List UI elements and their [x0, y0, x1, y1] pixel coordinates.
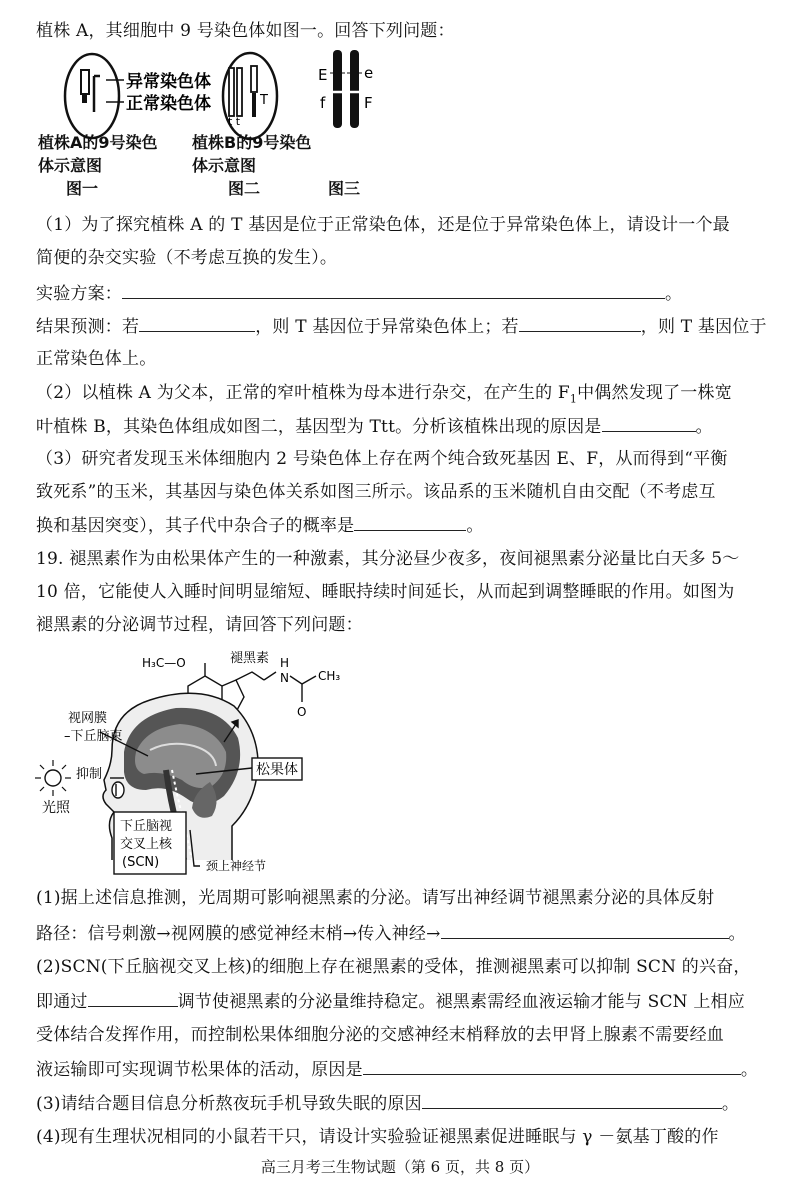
q19-1-line1: (1)据上述信息推测，光周期可影响褪黑素的分泌。请写出神经调节褪黑素分泌的具体反射: [36, 888, 715, 908]
q1-result-c: ，则 T 基因位于: [640, 317, 767, 337]
q19-1-line2-text: 路径：信号刺激→视网膜的感觉神经末梢→传入神经→: [36, 924, 441, 944]
q3-line2: 致死系”的玉米，其基因与染色体关系如图三所示。该品系的玉米随机自由交配（不考虑互: [36, 482, 716, 502]
q19-2-line4-end: 。: [740, 1060, 759, 1080]
q3-line3-end: 。: [466, 516, 484, 536]
answer-blank[interactable]: [422, 1092, 722, 1109]
q19-4-line1: (4)现有生理状况相同的小鼠若干只，请设计实验验证褪黑素促进睡眠与 γ －氨基丁酸的作: [36, 1127, 719, 1147]
q3-line1: （3）研究者发现玉米体细胞内 2 号染色体上存在两个纯合致死基因 E、F，从而得到“平衡: [36, 449, 728, 469]
label-scn-1: 下丘脑视: [120, 819, 173, 834]
q1-line2: 简便的杂交实验（不考虑互换的发生）。: [36, 248, 338, 268]
q19-2-line3: 受体结合发挥作用，而控制松果体细胞分泌的交感神经末梢释放的去甲肾上腺素不需要经血: [36, 1025, 724, 1045]
label-retina-2: –下丘脑束: [64, 729, 123, 744]
page-footer: 高三月考三生物试题（第 6 页，共 8 页）: [260, 1158, 540, 1176]
q19-line1: 19. 褪黑素作为由松果体产生的一种激素，其分泌昼少夜多，夜间褪黑素分泌量比白天多 5～: [36, 549, 740, 569]
fig3-gene-e: e: [364, 64, 374, 82]
q2-line2-text: 叶植株 B，其染色体组成如图二，基因型为 Ttt。分析该植株出现的原因是: [36, 417, 602, 437]
label-ganglion: 颈上神经节: [206, 859, 267, 873]
q1-result-a: 结果预测：若: [36, 317, 140, 337]
q1-result: [36, 315, 767, 338]
q19-2-line1: (2)SCN(下丘脑视交叉上核)的细胞上存在褪黑素的受体，推测褪黑素可以抑制 SCN 的兴奋，: [36, 957, 751, 977]
label-scn-2: 交叉上核: [120, 837, 173, 852]
fig2-caption-line2: 体示意图: [192, 156, 257, 175]
q19-line3: 褪黑素的分泌调节过程，请回答下列问题：: [36, 615, 363, 635]
answer-blank[interactable]: [602, 415, 696, 432]
q2-line2-end: 。: [695, 417, 713, 437]
formula-methoxy: H₃C—O: [142, 656, 186, 670]
fig2-name: 图二: [228, 179, 261, 198]
answer-blank[interactable]: [88, 990, 178, 1007]
label-retina-1: 视网膜: [68, 711, 108, 726]
q19-2-line4-text: 液运输即可实现调节松果体的活动，原因是: [36, 1060, 363, 1080]
q19-2-line2b: 调节使褪黑素的分泌量维持稳定。褪黑素需经血液运输才能与 SCN 上相应: [177, 992, 745, 1012]
atom-N: N: [280, 671, 289, 685]
q2-line2: [36, 415, 713, 438]
atom-O: O: [297, 705, 307, 719]
atom-H: H: [280, 656, 290, 670]
fig1-abnormal-label: 异常染色体: [126, 72, 211, 92]
q1-plan-label: 实验方案：: [36, 284, 122, 304]
q19-line2: 10 倍，它能使人入睡时间明显缩短、睡眠持续时间延长，从而起到调整睡眠的作用。如图为: [36, 582, 735, 602]
q19-3-line1: [36, 1092, 739, 1115]
answer-blank[interactable]: [139, 315, 255, 332]
intro-line: 植株 A，其细胞中 9 号染色体如图一。回答下列问题：: [36, 21, 455, 41]
fig1-name: 图一: [66, 179, 99, 198]
q2-line1a: （2）以植株 A 为父本，正常的窄叶植株为母本进行杂交，在产生的 F: [36, 383, 570, 403]
fig3-gene-F: F: [364, 94, 373, 112]
q1-plan: [36, 282, 682, 305]
answer-blank[interactable]: [441, 922, 729, 939]
label-pineal: 松果体: [256, 762, 298, 778]
fig2-caption-line1: 植株B的9号染色: [192, 133, 312, 152]
melatonin-brain-figure: [0, 640, 800, 880]
fig3-gene-E: E: [318, 66, 328, 84]
q3-line3: [36, 514, 484, 537]
fig1-caption-line2: 体示意图: [38, 156, 103, 175]
sun-icon: [35, 760, 71, 796]
q2-line1: [36, 382, 732, 410]
figure-1-diagram: [65, 54, 124, 138]
q19-1-line2-end: 。: [728, 924, 746, 944]
answer-blank[interactable]: [122, 282, 665, 299]
eye-icon: [112, 782, 124, 798]
answer-blank[interactable]: [354, 514, 466, 531]
q1-result-line2: 正常染色体上。: [36, 349, 157, 369]
molecule-name: 褪黑素: [230, 651, 270, 666]
q1-result-b: ，则 T 基因位于异常染色体上；若: [255, 317, 519, 337]
atom-CH3: CH₃: [318, 669, 341, 683]
fig2-gene-tt: t t: [228, 115, 241, 128]
answer-blank[interactable]: [363, 1058, 741, 1075]
label-light: 光照: [42, 800, 70, 816]
q1-line1: （1）为了探究植株 A 的 T 基因是位于正常染色体，还是位于异常染色体上，请设计一个最: [36, 215, 730, 235]
label-scn-3: (SCN): [122, 855, 160, 870]
label-inhibit: 抑制: [76, 767, 103, 782]
q2-line1b: 中偶然发现了一株宽: [577, 383, 732, 403]
answer-blank[interactable]: [519, 315, 641, 332]
q1-plan-end: 。: [665, 284, 683, 304]
q2-line1-sub: 1: [569, 392, 578, 406]
q19-3-line1-text: (3)请结合题目信息分析熬夜玩手机导致失眠的原因: [36, 1094, 422, 1114]
q3-line3-text: 换和基因突变），其子代中杂合子的概率是: [36, 516, 355, 536]
q19-2-line2: [36, 990, 745, 1013]
fig3-name: 图三: [328, 179, 361, 198]
fig1-caption-line1: 植株A的9号染色: [38, 133, 158, 152]
q19-3-line1-end: 。: [721, 1094, 740, 1114]
fig2-gene-T: T: [260, 93, 268, 108]
fig3-gene-f: f: [320, 94, 326, 112]
q19-1-line2: [36, 922, 746, 945]
fig1-normal-label: 正常染色体: [126, 94, 211, 114]
q19-2-line2a: 即通过: [36, 992, 88, 1012]
q19-2-line4: [36, 1058, 758, 1081]
figure-3-diagram: [330, 50, 362, 128]
